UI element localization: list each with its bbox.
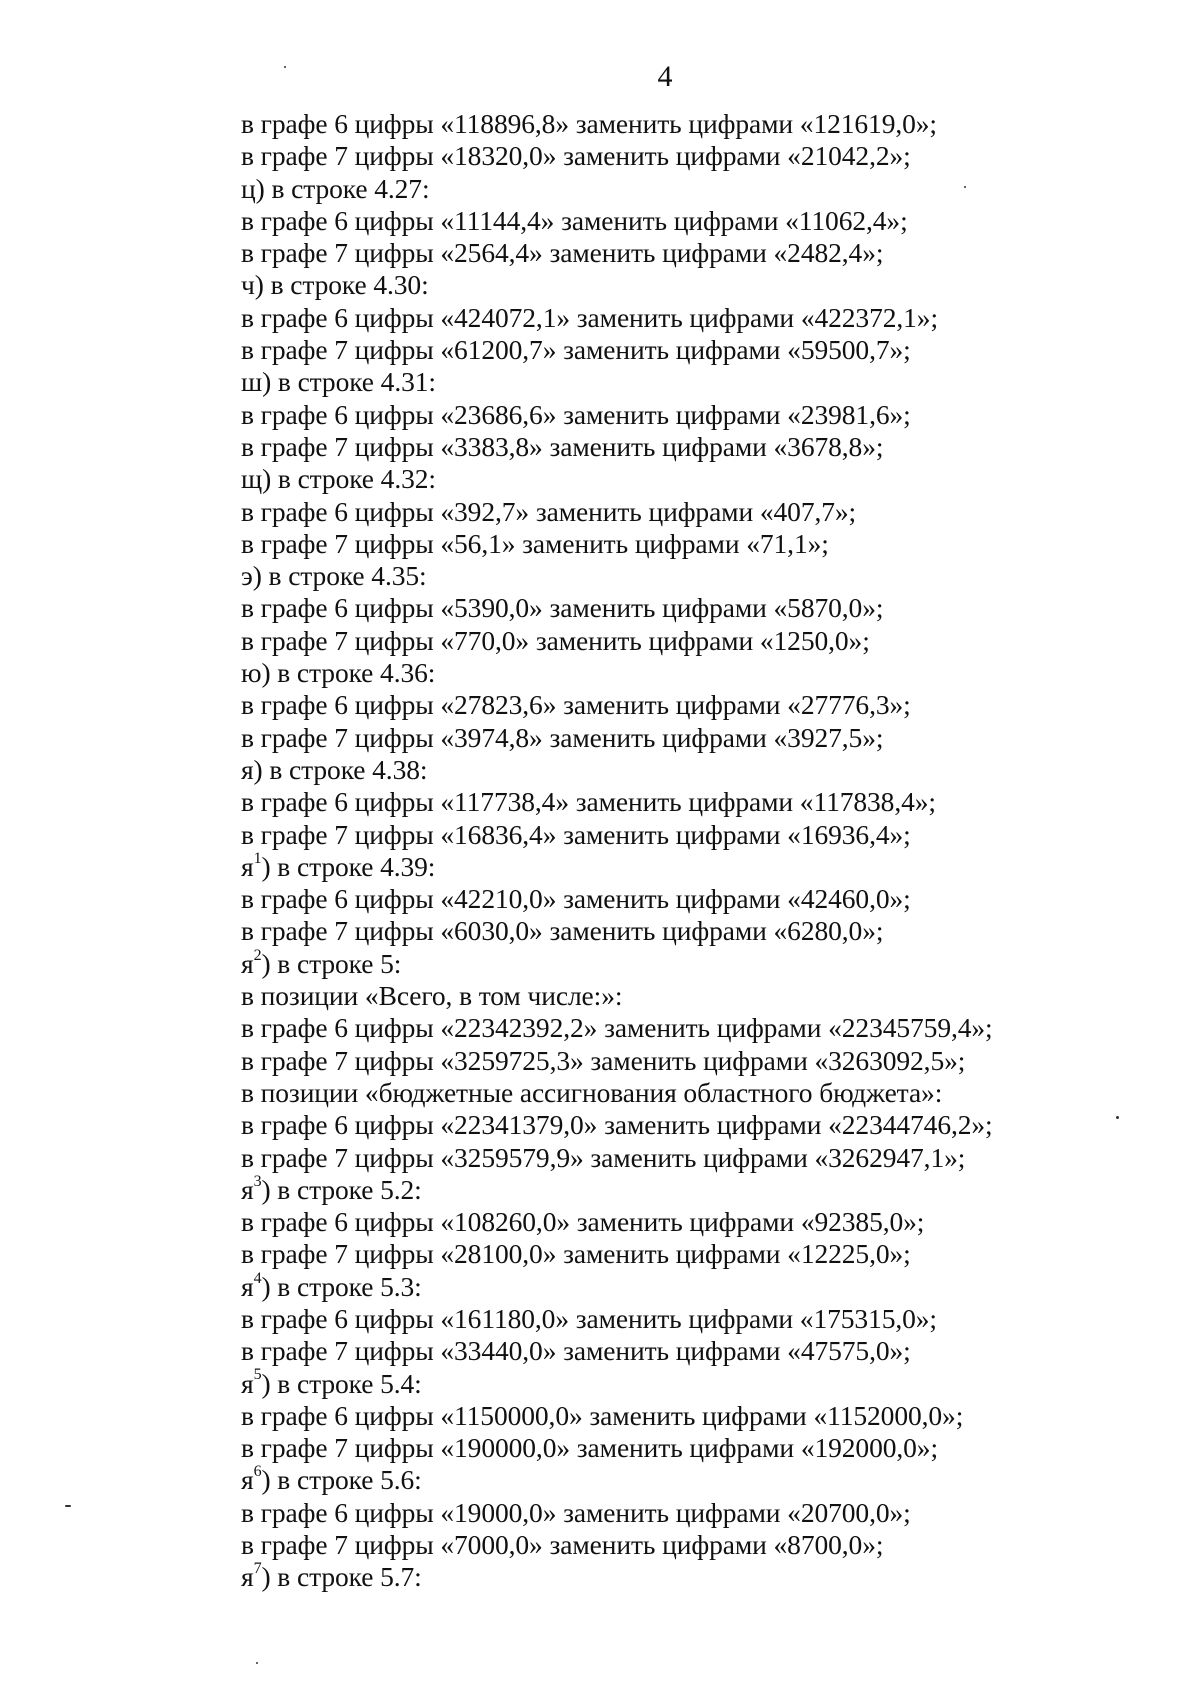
line-superscript: 6 — [253, 1463, 262, 1481]
line-text: в графе 7 цифры «33440,0» заменить цифрами «47575,0»; — [241, 1335, 911, 1367]
line-text: в графе 7 цифры «770,0» заменить цифрами «1250,0»; — [241, 624, 870, 656]
line-text: в графе 6 цифры «424072,1» заменить цифрами «422372,1»; — [241, 301, 938, 333]
line-text: в графе 6 цифры «161180,0» заменить цифрами «175315,0»; — [241, 1302, 937, 1334]
line-text: ч) в строке 4.30: — [241, 269, 429, 301]
document-line — [241, 722, 1171, 754]
document-line — [241, 108, 1171, 140]
line-prefix: я — [241, 850, 254, 882]
document-line — [241, 1238, 1171, 1270]
scan-speck — [1116, 1116, 1119, 1119]
document-line — [241, 1335, 1171, 1367]
document-line — [241, 1206, 1171, 1238]
document-line — [241, 592, 1171, 624]
document-line — [241, 1529, 1171, 1561]
document-line — [241, 625, 1171, 657]
line-text: в графе 7 цифры «28100,0» заменить цифрами «12225,0»; — [241, 1238, 911, 1270]
line-prefix: я — [241, 947, 254, 979]
line-text: в графе 7 цифры «2564,4» заменить цифрами «2482,4»; — [241, 237, 884, 269]
document-line — [241, 237, 1171, 269]
line-text: э) в строке 4.35: — [241, 560, 427, 592]
line-text: в графе 6 цифры «5390,0» заменить цифрами «5870,0»; — [241, 592, 884, 624]
scan-speck — [964, 186, 966, 188]
document-line — [241, 657, 1171, 689]
line-text: в графе 6 цифры «23686,6» заменить цифрами «23981,6»; — [241, 398, 911, 430]
line-text: я) в строке 4.38: — [241, 753, 428, 785]
line-text: ) в строке 5.6: — [261, 1464, 422, 1496]
line-text: ) в строке 5.2: — [261, 1173, 422, 1205]
line-text: в графе 7 цифры «7000,0» заменить цифрами «8700,0»; — [241, 1529, 884, 1561]
document-line — [241, 1142, 1171, 1174]
line-text: ) в строке 5: — [261, 947, 402, 979]
document-line — [241, 302, 1171, 334]
line-text: ц) в строке 4.27: — [241, 172, 430, 204]
scan-speck — [65, 1505, 71, 1507]
document-line — [241, 560, 1171, 592]
line-text: в графе 7 цифры «3259725,3» заменить цифрами «3263092,5»; — [241, 1044, 966, 1076]
line-text: в графе 7 цифры «3974,8» заменить цифрами «3927,5»; — [241, 721, 884, 753]
line-text: в графе 7 цифры «6030,0» заменить цифрами «6280,0»; — [241, 915, 884, 947]
scan-speck — [256, 1662, 258, 1664]
line-text: в графе 7 цифры «56,1» заменить цифрами «71,1»; — [241, 527, 829, 559]
document-line — [241, 689, 1171, 721]
line-text: ) в строке 5.3: — [261, 1270, 422, 1302]
document-line — [241, 140, 1171, 172]
document-line — [241, 1561, 1171, 1593]
line-text: в графе 6 цифры «19000,0» заменить цифрами «20700,0»; — [241, 1496, 911, 1528]
line-text: в графе 7 цифры «61200,7» заменить цифрами «59500,7»; — [241, 334, 911, 366]
line-text: в графе 6 цифры «42210,0» заменить цифрами «42460,0»; — [241, 883, 911, 915]
line-text: ) в строке 5.4: — [261, 1367, 422, 1399]
document-line — [241, 754, 1171, 786]
document-line — [241, 334, 1171, 366]
scan-speck — [284, 66, 286, 68]
document-line — [241, 269, 1171, 301]
line-prefix: я — [241, 1270, 254, 1302]
document-line — [241, 496, 1171, 528]
document-line — [241, 1464, 1171, 1496]
document-line — [241, 1303, 1171, 1335]
document-line — [241, 1497, 1171, 1529]
line-text: в графе 7 цифры «190000,0» заменить цифрами «192000,0»; — [241, 1432, 938, 1464]
line-text: в графе 7 цифры «3383,8» заменить цифрами «3678,8»; — [241, 430, 884, 462]
document-line — [241, 1368, 1171, 1400]
line-text: ) в строке 5.7: — [261, 1561, 422, 1593]
line-text: ) в строке 4.39: — [261, 850, 436, 882]
document-line — [241, 851, 1171, 883]
document-line — [241, 1174, 1171, 1206]
line-text: щ) в строке 4.32: — [241, 463, 436, 495]
document-line — [241, 980, 1171, 1012]
line-text: в позиции «Всего, в том числе:»: — [241, 980, 623, 1012]
document-line — [241, 1432, 1171, 1464]
line-text: в графе 6 цифры «118896,8» заменить цифрами «121619,0»; — [241, 108, 937, 139]
document-line — [241, 1271, 1171, 1303]
document-line — [241, 1012, 1171, 1044]
document-line — [241, 1400, 1171, 1432]
line-text: в графе 6 цифры «117738,4» заменить цифрами «117838,4»; — [241, 786, 936, 818]
document-line — [241, 883, 1171, 915]
line-prefix: я — [241, 1464, 254, 1496]
line-text: в графе 7 цифры «16836,4» заменить цифрами «16936,4»; — [241, 818, 911, 850]
line-prefix: я — [241, 1173, 254, 1205]
document-line — [241, 399, 1171, 431]
line-superscript: 7 — [253, 1560, 262, 1578]
line-prefix: я — [241, 1367, 254, 1399]
document-line — [241, 173, 1171, 205]
document-line — [241, 366, 1171, 398]
document-body — [241, 108, 1171, 1594]
line-text: в графе 6 цифры «108260,0» заменить цифрами «92385,0»; — [241, 1206, 925, 1238]
document-line — [241, 819, 1171, 851]
document-line — [241, 1077, 1171, 1109]
line-superscript: 4 — [253, 1269, 262, 1287]
line-text: в графе 6 цифры «27823,6» заменить цифрами «27776,3»; — [241, 689, 911, 721]
line-text: ю) в строке 4.36: — [241, 657, 436, 689]
document-line — [241, 205, 1171, 237]
line-superscript: 2 — [253, 946, 262, 964]
document-line — [241, 463, 1171, 495]
document-line — [241, 431, 1171, 463]
document-line — [241, 948, 1171, 980]
line-superscript: 3 — [253, 1172, 262, 1190]
document-line — [241, 528, 1171, 560]
line-text: в графе 6 цифры «11144,4» заменить цифрами «11062,4»; — [241, 204, 908, 236]
line-text: в графе 6 цифры «22341379,0» заменить цифрами «22344746,2»; — [241, 1109, 993, 1141]
document-line — [241, 1109, 1171, 1141]
document-line — [241, 1045, 1171, 1077]
document-line — [241, 786, 1171, 818]
line-text: в позиции «бюджетные ассигнования областного бюджета»: — [241, 1076, 943, 1108]
document-line — [241, 915, 1171, 947]
line-text: в графе 6 цифры «22342392,2» заменить цифрами «22345759,4»; — [241, 1012, 993, 1044]
line-text: в графе 7 цифры «18320,0» заменить цифрами «21042,2»; — [241, 140, 911, 172]
line-text: в графе 7 цифры «3259579,9» заменить цифрами «3262947,1»; — [241, 1141, 966, 1173]
line-text: в графе 6 цифры «392,7» заменить цифрами «407,7»; — [241, 495, 857, 527]
line-text: в графе 6 цифры «1150000,0» заменить цифрами «1152000,0»; — [241, 1399, 964, 1431]
line-prefix: я — [241, 1561, 254, 1593]
line-superscript: 1 — [253, 849, 262, 867]
line-text: ш) в строке 4.31: — [241, 366, 436, 398]
line-superscript: 5 — [253, 1366, 262, 1384]
page-number: 4 — [657, 60, 673, 93]
